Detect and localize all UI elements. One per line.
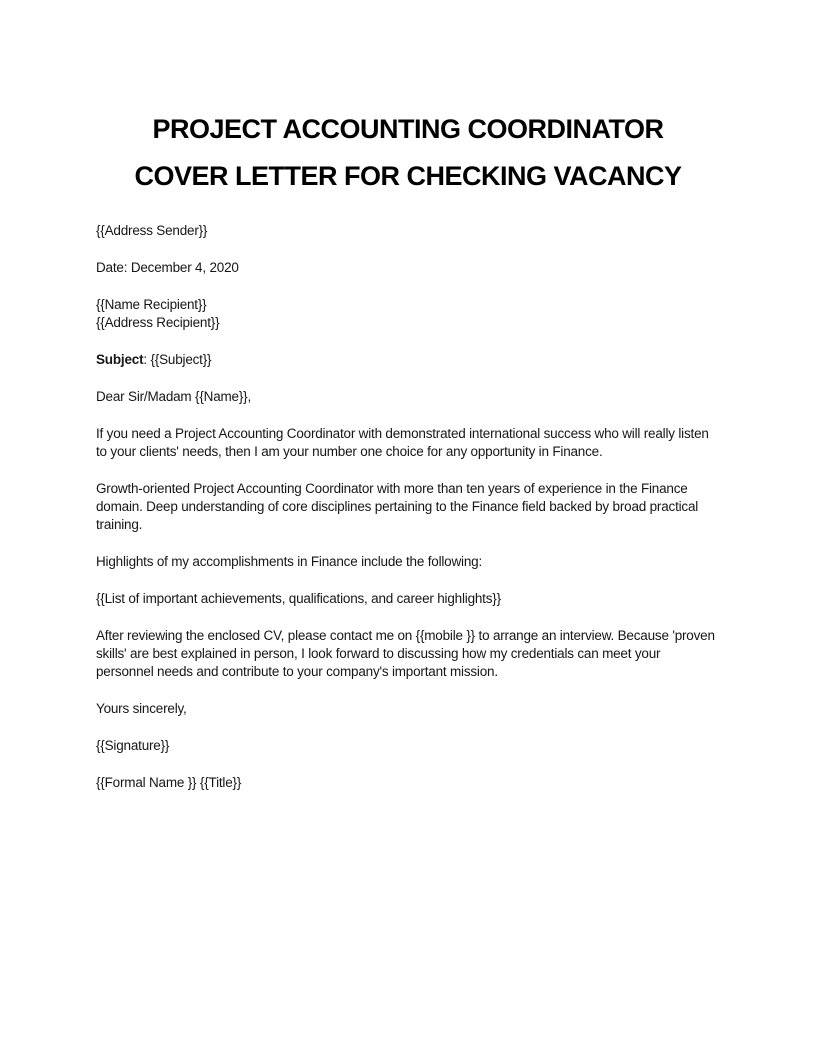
- subject-line: [96, 351, 720, 369]
- recipient-name: {{Name Recipient}}: [96, 297, 207, 312]
- signoff: {{Formal Name }} {{Title}}: [96, 775, 242, 790]
- letter-title: [96, 106, 720, 200]
- subject-value: : {{Subject}}: [143, 352, 212, 367]
- body-paragraph-intro: If you need a Project Accounting Coordinator with demonstrated international success who will really listen to your clients' needs, then I am your number one choice for any opportunity in Finance.: [96, 426, 709, 459]
- letter-title-line1: PROJECT ACCOUNTING COORDINATOR: [152, 114, 664, 144]
- body-paragraph-experience: Growth-oriented Project Accounting Coordinator with more than ten years of experience in the Finance domain. Deep understanding of core disciplines pertaining to the Finance field backed by broad practical training.: [96, 481, 699, 532]
- recipient-block: [96, 296, 720, 332]
- subject-label: Subject: [96, 352, 144, 367]
- salutation: Dear Sir/Madam {{Name}},: [96, 389, 252, 404]
- closing: Yours sincerely,: [96, 701, 187, 716]
- body-paragraph-call-to-action: After reviewing the enclosed CV, please contact me on {{mobile }} to arrange an interview. Because 'proven skills' are best explained in person, I look forward to discussing how my credentials can meet your personnel needs and contribute to your company's important mission.: [96, 628, 715, 679]
- signature-placeholder: {{Signature}}: [96, 738, 170, 753]
- sender-address: {{Address Sender}}: [96, 223, 208, 238]
- recipient-address: {{Address Recipient}}: [96, 315, 220, 330]
- letter-title-line2: COVER LETTER FOR CHECKING VACANCY: [134, 161, 682, 191]
- date-line: Date: December 4, 2020: [96, 260, 239, 275]
- body-paragraph-highlights-placeholder: {{List of important achievements, qualifications, and career highlights}}: [96, 591, 501, 606]
- body-paragraph-highlights-lead: Highlights of my accomplishments in Finance include the following:: [96, 554, 482, 569]
